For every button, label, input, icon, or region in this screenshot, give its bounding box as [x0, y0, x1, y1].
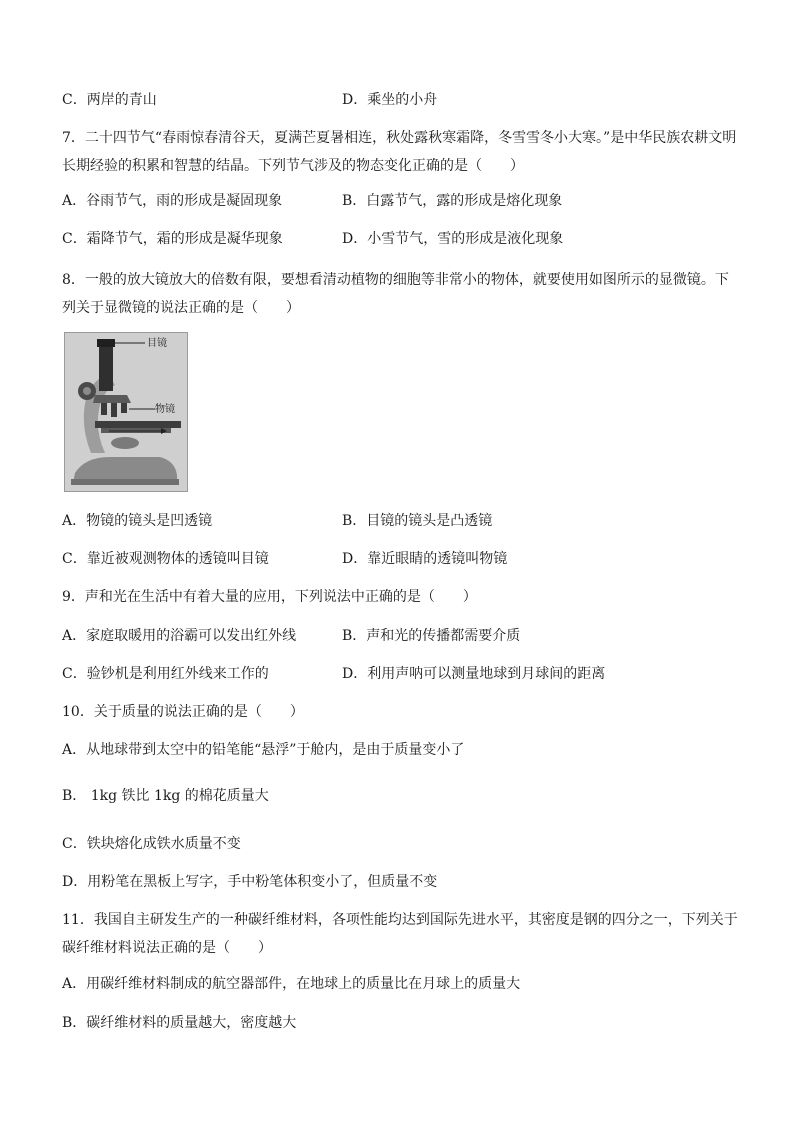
q10-option-a[interactable]: A．从地球带到太空中的铅笔能“悬浮”于舱内，是由于质量变小了	[62, 742, 465, 758]
q9-option-d[interactable]: D．利用声呐可以测量地球到月球间的距离	[342, 666, 606, 682]
q7-option-a[interactable]: A．谷雨节气，雨的形成是凝固现象	[62, 193, 283, 209]
q10-option-c[interactable]: C．铁块熔化成铁水质量不变	[62, 836, 241, 852]
q9-option-b[interactable]: B．声和光的传播都需要介质	[342, 628, 521, 644]
label-objective: 物镜	[155, 404, 175, 415]
q6-option-c[interactable]: C．两岸的青山	[62, 92, 157, 108]
q10-option-d[interactable]: D．用粉笔在黑板上写字，手中粉笔体积变小了，但质量不变	[62, 874, 438, 890]
q7-stem	[62, 124, 738, 180]
q6-option-d[interactable]: D．乘坐的小舟	[342, 92, 438, 108]
q10-option-b[interactable]: B． 1kg 铁比 1kg 的棉花质量大	[62, 788, 269, 804]
microscope-figure	[64, 332, 188, 492]
q7-option-b[interactable]: B．白露节气，露的形成是熔化现象	[342, 193, 563, 209]
q7-option-c[interactable]: C．霜降节气，霜的形成是凝华现象	[62, 231, 283, 247]
q11-stem-text: 11．我国自主研发生产的一种碳纤维材料，各项性能均达到国际先进水平，其密度是钢的四分之一，下列关于碳纤维材料说法正确的是（ ）	[62, 912, 738, 956]
q8-option-a[interactable]: A．物镜的镜头是凹透镜	[62, 513, 213, 529]
q9-stem: 9．声和光在生活中有着大量的应用，下列说法中正确的是（ ）	[62, 589, 477, 605]
label-eyepiece: 目镜	[147, 338, 167, 349]
q10-stem: 10．关于质量的说法正确的是（ ）	[62, 704, 304, 720]
q8-option-c[interactable]: C．靠近被观测物体的透镜叫目镜	[62, 551, 269, 567]
q8-stem	[62, 266, 738, 322]
q7-option-d[interactable]: D．小雪节气，雪的形成是液化现象	[342, 231, 564, 247]
q8-stem-text: 8．一般的放大镜放大的倍数有限，要想看清动植物的细胞等非常小的物体，就要使用如图所示的显微镜。下列关于显微镜的说法正确的是（ ）	[62, 272, 729, 316]
microscope-illustration	[65, 333, 187, 491]
q11-stem	[62, 906, 738, 962]
q11-option-a[interactable]: A．用碳纤维材料制成的航空器部件，在地球上的质量比在月球上的质量大	[62, 976, 521, 992]
q8-option-b[interactable]: B．目镜的镜头是凸透镜	[342, 513, 493, 529]
q7-stem-text: 7．二十四节气“春雨惊春清谷天，夏满芒夏暑相连，秋处露秋寒霜降，冬雪雪冬小大寒。”是中华民族农耕文明长期经验的积累和智慧的结晶。下列节气涉及的物态变化正确的是（ ）	[62, 130, 737, 174]
q11-option-b[interactable]: B．碳纤维材料的质量越大，密度越大	[62, 1015, 297, 1031]
q9-option-a[interactable]: A．家庭取暖用的浴霸可以发出红外线	[62, 628, 297, 644]
q9-option-c[interactable]: C．验钞机是利用红外线来工作的	[62, 666, 269, 682]
q8-option-d[interactable]: D．靠近眼睛的透镜叫物镜	[342, 551, 508, 567]
